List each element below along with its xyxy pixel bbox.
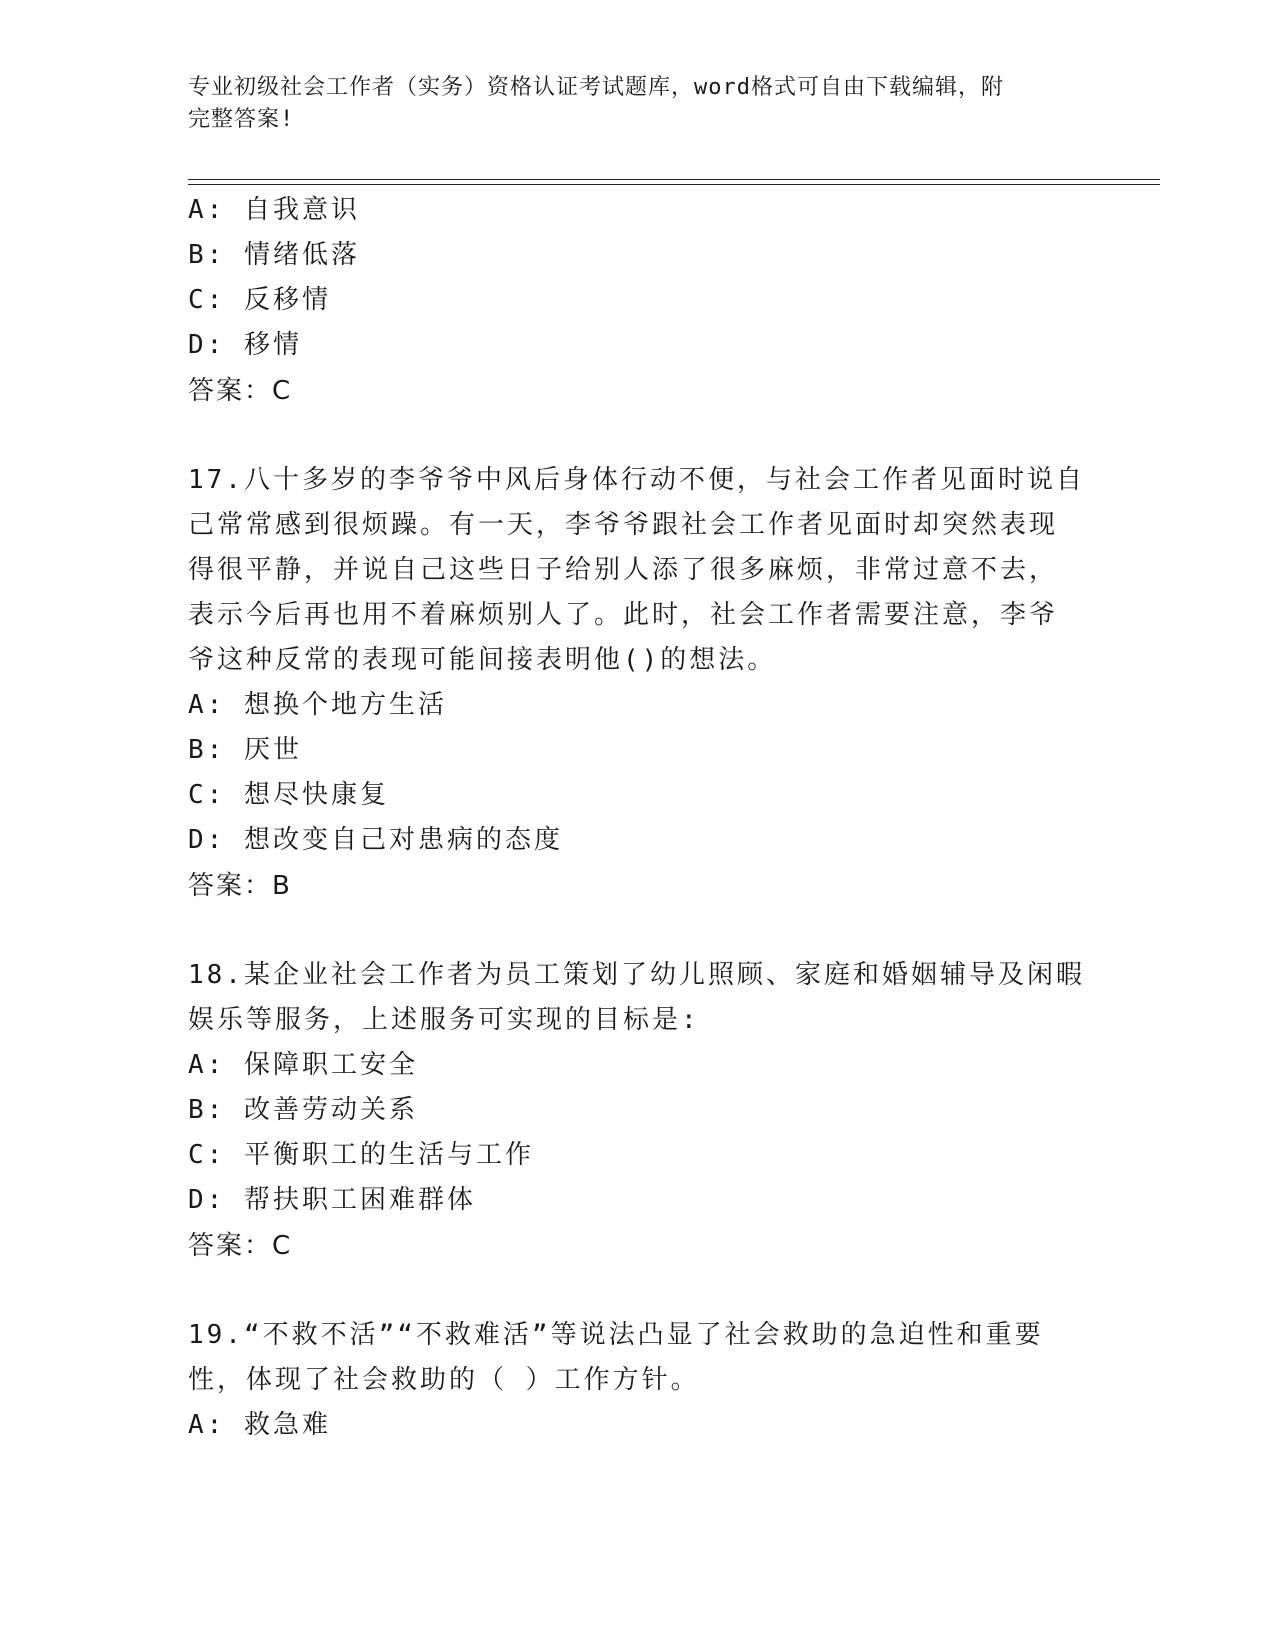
option-c: C: 反移情 [188,285,331,315]
option-c: C: 平衡职工的生活与工作 [188,1140,534,1170]
option-c: C: 想尽快康复 [188,780,389,810]
question-stem-line: 性，体现了社会救助的（ ）工作方针。 [188,1365,700,1395]
question-stem-line: 得很平静，并说自己这些日子给别人添了很多麻烦，非常过意不去， [188,555,1059,585]
question-stem-line: 18.某企业社会工作者为员工策划了幼儿照顾、家庭和婚姻辅导及闲暇 [188,960,1085,990]
answer-label: 答案：B [188,871,292,901]
question-stem-line: 表示今后再也用不着麻烦别人了。此时，社会工作者需要注意，李爷 [188,600,1059,630]
question-list [188,188,1088,1448]
answer-label: 答案：C [188,376,293,406]
question-19 [188,1313,1088,1448]
option-a: A: 想换个地方生活 [188,690,447,720]
option-d: D: 移情 [188,330,302,360]
header-divider-top [188,179,1160,180]
question-stem-line: 娱乐等服务，上述服务可实现的目标是: [188,1005,700,1035]
question-spacer [188,1269,1088,1313]
question-spacer [188,414,1088,458]
question-stem-line: 19.“不救不活”“不救难活”等说法凸显了社会救助的急迫性和重要 [188,1320,1044,1350]
question-stem-line: 17.八十多岁的李爷爷中风后身体行动不便，与社会工作者见面时说自 [188,465,1085,495]
option-a: A: 保障职工安全 [188,1050,418,1080]
document-header [188,72,1088,136]
option-a: A: 救急难 [188,1410,331,1440]
question-16 [188,188,1088,414]
header-divider-bottom [188,184,1160,185]
option-b: B: 改善劳动关系 [188,1095,418,1125]
question-stem-line: 爷这种反常的表现可能间接表明他()的想法。 [188,645,777,675]
header-title-line-2: 完整答案! [188,107,295,132]
option-d: D: 想改变自己对患病的态度 [188,825,563,855]
option-d: D: 帮扶职工困难群体 [188,1185,476,1215]
option-b: B: 情绪低落 [188,240,360,270]
question-stem-line: 己常常感到很烦躁。有一天，李爷爷跟社会工作者见面时却突然表现 [188,510,1059,540]
option-b: B: 厌世 [188,735,302,765]
header-title-line-1: 专业初级社会工作者（实务）资格认证考试题库，word格式可自由下载编辑，附 [188,75,1004,100]
question-17 [188,458,1088,909]
question-spacer [188,909,1088,953]
answer-label: 答案：C [188,1231,293,1261]
option-a: A: 自我意识 [188,195,360,225]
question-18 [188,953,1088,1269]
